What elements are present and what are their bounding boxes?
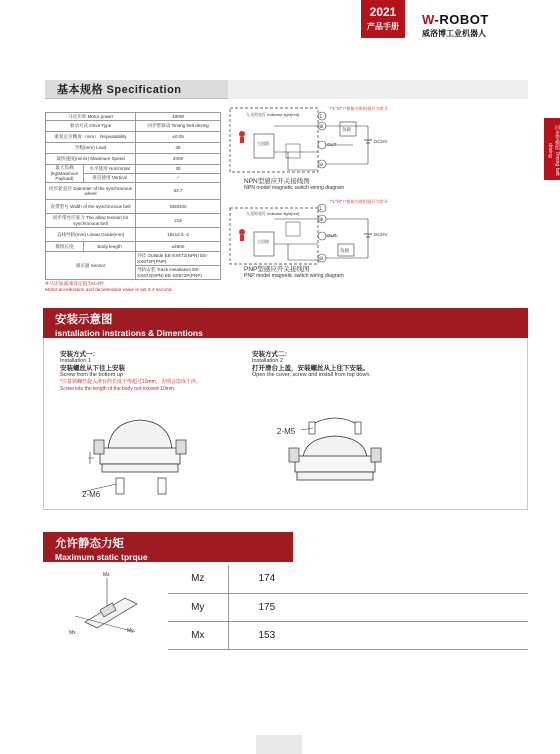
spec-heading-bar (228, 80, 528, 99)
npn-note: *“L”和“+”相接为常机器开为常开 (330, 106, 389, 111)
torque-label: My (168, 593, 228, 621)
npn-main-circuit: 主回路 (257, 141, 269, 146)
pnp-indicator: 入光时亮灯 Indicator light(red) (246, 211, 300, 216)
m1-screw-label: 2-M6 (82, 490, 101, 499)
npn-title (244, 178, 344, 192)
npn-load: 负载 (342, 127, 351, 132)
install-1-drawing (80, 400, 210, 500)
m2-screw-label: 2-M5 (277, 427, 296, 436)
npn-out: OUT (327, 142, 337, 147)
spec-value: 63.7 (136, 183, 221, 200)
pnp-vminus: ⊖ (319, 256, 324, 262)
npn-diagram (230, 105, 389, 172)
wiring-diagrams (228, 104, 528, 284)
npn-l: L (319, 114, 323, 120)
axis-mz: Mz (103, 572, 110, 578)
axis-mx: Mx (69, 630, 76, 636)
year-tab (361, 0, 405, 38)
torque-value: 175 (228, 593, 528, 621)
torque-value: 174 (228, 565, 528, 593)
spec-label: 导程(mm) Lead (46, 143, 136, 154)
spec-value: / (136, 174, 221, 183)
m1-warn-en: Screw into the length of the body not exceed 10mm. (60, 386, 176, 392)
sensor-outside: 外挂 Outside EE-SX672(NPN) EE-SX672P(PNP) (136, 252, 221, 266)
install-method-2 (252, 351, 371, 379)
torque-table (168, 565, 528, 650)
spec-label: 皮带型号 Width of the synchronous belt (46, 200, 136, 214)
brand-cn: 威洛博工业机器人 (422, 29, 486, 38)
spec-value: 15x12.5 -2 (136, 228, 221, 242)
m1-desc-cn: 安装螺丝从下往上安装 (60, 365, 125, 372)
brand-w: W (422, 12, 435, 27)
spec-note-en: Motor acceleration and deceleration value is set 0.4 second. (45, 288, 173, 293)
brand-name (422, 12, 542, 27)
spec-value: 215 (136, 214, 221, 228)
pnp-diagram (230, 198, 389, 264)
npn-title-en: NPN model magnetic switch wiring diagram (244, 185, 345, 191)
sensor-track: 导轨安装 Track installation EE-SX672(NPN) EE-SX672P(PNP) (136, 266, 221, 280)
npn-indicator: 入光时亮灯 Indicator light(red) (246, 112, 300, 117)
m2-desc-cn: 打开滑台上盖，安装螺丝从上往下安装。 (252, 365, 369, 372)
spec-value: 400W (136, 113, 221, 121)
load-label: 最大负载 (kg/Maximum Payload) (46, 165, 84, 183)
pnp-main-circuit: 主回路 (257, 239, 269, 244)
spec-value: 45 (136, 143, 221, 154)
axis-my: My (127, 628, 134, 634)
pnp-l: L (319, 206, 323, 212)
install-method-1 (60, 351, 201, 393)
spec-label: 同步轮直径 Diameter of the synchronous wheel (46, 183, 136, 200)
spec-label: 水平使用 Horizontal (84, 165, 136, 174)
spec-value: S5M100 (136, 200, 221, 214)
torque-value: 153 (228, 621, 528, 649)
pnp-title-cn: PNP型感应开关接线图 (244, 266, 310, 273)
length-label: 模组长度 (46, 242, 84, 252)
spec-label: 同步带允许张力 The allow tension for synchronous belt (46, 214, 136, 228)
m2-title-en: Installation 2 (252, 358, 283, 364)
spec-note (45, 282, 173, 294)
spec-table (45, 112, 221, 280)
install-heading (43, 308, 528, 338)
pnp-title (244, 266, 344, 280)
m1-warn-cn: *注意锁螺丝旋入滑台的长度不得超过10mm，否则会造成干涉。 (60, 379, 201, 385)
brand-logo (422, 12, 542, 39)
torque-axes-drawing (65, 570, 155, 640)
spec-note-cn: ※马达加减速设定值为0.4秒 (45, 282, 104, 287)
torque-label: Mx (168, 621, 228, 649)
brand-rest: -ROBOT (434, 12, 489, 27)
spec-label: 直线导轨(mm) Linear Guide(mm) (46, 228, 136, 242)
spec-label: 重复定位精度（mm） Repeatability (46, 132, 136, 143)
spec-label: 马达功率 Motor power (46, 113, 136, 121)
pnp-out: OUT (327, 233, 337, 238)
npn-dc: DC24V (374, 139, 388, 144)
spec-label: 驱动方式 Drive Type (46, 121, 136, 132)
side-tab: 同步带模组 Timing belt driving (544, 118, 560, 180)
page-number-box (256, 735, 302, 754)
spec-value: 同步带驱动 Timing belt driving (136, 121, 221, 132)
torque-heading-en: Maximum static tprque (55, 552, 148, 562)
m2-title-cn: 安装方式二： (252, 351, 291, 358)
install-2-drawing (275, 400, 405, 500)
year-label: 2021 (369, 5, 397, 19)
sensor-label: 感应器 Sensor (46, 252, 136, 280)
install-heading-cn: 安装示意图 (55, 314, 113, 326)
spec-label: Body length (84, 242, 136, 252)
npn-title-cn: NPN型感应开关接线图 (244, 178, 310, 185)
spec-heading-text: 基本规格 Specification (57, 84, 182, 96)
spec-label: 垂直使用 Vertical (84, 174, 136, 183)
npn-vplus: ⊕ (319, 124, 324, 130)
spec-value: ≤4500 (136, 242, 221, 252)
spec-heading (45, 80, 228, 99)
pnp-dc: DC24V (374, 232, 388, 237)
pnp-note: *“L”和“+”相接为常机器开为常开 (330, 199, 389, 204)
torque-heading (43, 532, 293, 562)
spec-value: 2000 (136, 154, 221, 165)
m1-title-en: Installation 1 (60, 358, 91, 364)
m1-desc-en: Screw from the bottom up (60, 372, 123, 378)
m1-title-cn: 安装方式一： (60, 351, 99, 358)
pnp-title-en: PNP model magnetic switch wiring diagram (244, 273, 344, 279)
manual-label: 产品手册 (367, 22, 399, 31)
npn-vminus: ⊖ (319, 162, 324, 168)
torque-heading-cn: 允许静态力矩 (55, 538, 124, 550)
pnp-vplus: ⊕ (319, 217, 324, 223)
torque-label: Mz (168, 565, 228, 593)
m2-desc-en: Open the cover, screw and install from top down. (252, 372, 371, 378)
spec-value: 30 (136, 165, 221, 174)
pnp-load: 负载 (340, 248, 349, 253)
spec-label: 最快速度(mm/s) Maximum Speed (46, 154, 136, 165)
spec-value: ±0.05 (136, 132, 221, 143)
install-heading-en: isntallation instrations & Dimentions (55, 328, 203, 338)
